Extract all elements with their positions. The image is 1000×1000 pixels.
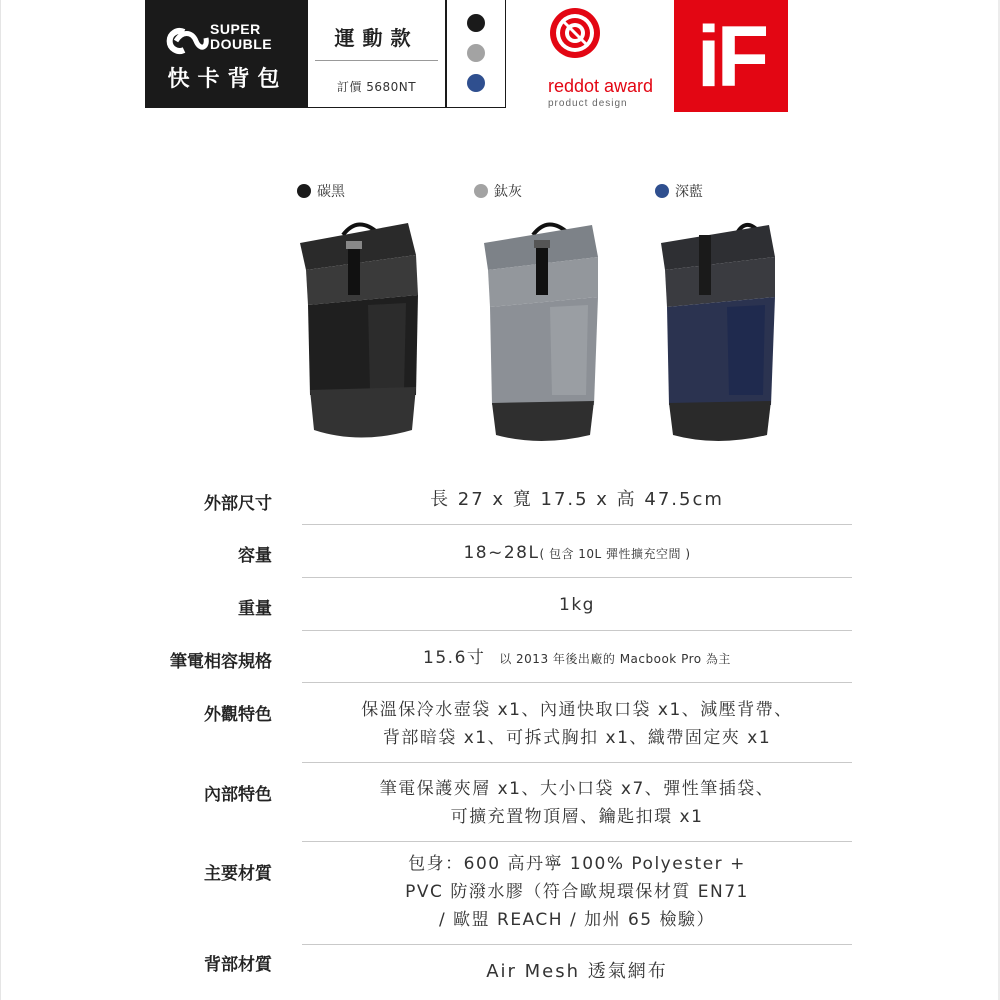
spec-divider	[302, 524, 852, 525]
spec-value-interior-line2: 可擴充置物頂層、鑰匙扣環 x1	[450, 807, 704, 827]
color-label: 碳黑	[317, 184, 345, 200]
laptop-note: 以 2013 年後出廠的 Macbook Pro 為主	[499, 652, 731, 666]
spec-divider	[302, 577, 852, 578]
spec-label-capacity: 容量	[238, 546, 272, 566]
spec-label-interior: 內部特色	[204, 785, 272, 805]
reddot-award-text	[548, 76, 653, 97]
spec-label-back-material: 背部材質	[204, 955, 272, 975]
brand-name-en-2: DOUBLE	[210, 36, 273, 52]
spec-label-dimensions: 外部尺寸	[204, 494, 272, 514]
brand-logo-icon	[162, 26, 212, 56]
backpack-black-image	[298, 215, 428, 445]
capacity-value: 18~28L	[463, 543, 540, 563]
spec-value-interior-line1: 筆電保護夾層 x1、大小口袋 x7、彈性筆插袋、	[379, 779, 775, 799]
spec-value-back-material: Air Mesh 透氣網布	[486, 961, 668, 982]
brand-name-zh: 快卡背包	[167, 67, 288, 92]
if-award-text: iF	[696, 9, 766, 105]
spec-value-material-line3: / 歐盟 REACH / 加州 65 檢驗）	[438, 910, 716, 930]
color-dot-icon	[474, 184, 488, 198]
spec-value-laptop	[302, 644, 852, 673]
model-price: 訂價 5680NT	[336, 80, 417, 94]
spec-value-material-line1: 包身：600 高丹寧 100% Polyester +	[408, 854, 746, 874]
spec-label-material: 主要材質	[204, 864, 272, 884]
backpack-gray-image	[478, 215, 608, 445]
spec-value-exterior-line2: 背部暗袋 x1、可拆式胸扣 x1、織帶固定夾 x1	[382, 728, 772, 748]
color-dot-icon	[297, 184, 311, 198]
color-option-gray	[474, 181, 522, 201]
spec-value-weight: 1kg	[559, 595, 595, 615]
spec-label-weight: 重量	[238, 599, 272, 619]
spec-divider	[302, 841, 852, 842]
spec-value-exterior-line1: 保溫保冷水壺袋 x1、內通快取口袋 x1、減壓背帶、	[361, 700, 793, 720]
color-dot-icon	[655, 184, 669, 198]
reddot-word: reddot award	[548, 76, 654, 96]
spec-divider	[302, 762, 852, 763]
laptop-size: 15.6寸	[423, 648, 486, 668]
swatch-black	[467, 14, 485, 32]
brand-name-en-1: SUPER	[210, 21, 261, 37]
spec-divider	[302, 630, 852, 631]
spec-value-capacity	[302, 539, 852, 568]
swatch-navy	[467, 74, 485, 92]
color-label: 鈦灰	[494, 184, 522, 200]
spec-divider	[302, 682, 852, 683]
spec-divider	[302, 944, 852, 945]
color-label: 深藍	[675, 184, 703, 200]
page-left-border	[0, 0, 1, 1000]
spec-label-exterior: 外觀特色	[204, 705, 272, 725]
spec-value-material-line2: PVC 防潑水膠（符合歐規環保材質 EN71	[405, 882, 749, 902]
model-name: 運動款	[334, 26, 419, 50]
swatch-gray	[467, 44, 485, 62]
model-divider	[315, 60, 438, 61]
color-option-navy	[655, 181, 703, 201]
backpack-navy-image	[655, 215, 785, 445]
reddot-logo-icon	[548, 6, 602, 60]
spec-label-laptop: 筆電相容規格	[170, 652, 272, 672]
color-option-black	[297, 181, 345, 201]
reddot-subtitle: product design	[548, 98, 628, 109]
capacity-note: ( 包含 10L 彈性擴充空間 )	[539, 547, 691, 561]
spec-value-dimensions: 長 27 x 寬 17.5 x 高 47.5cm	[430, 489, 724, 510]
